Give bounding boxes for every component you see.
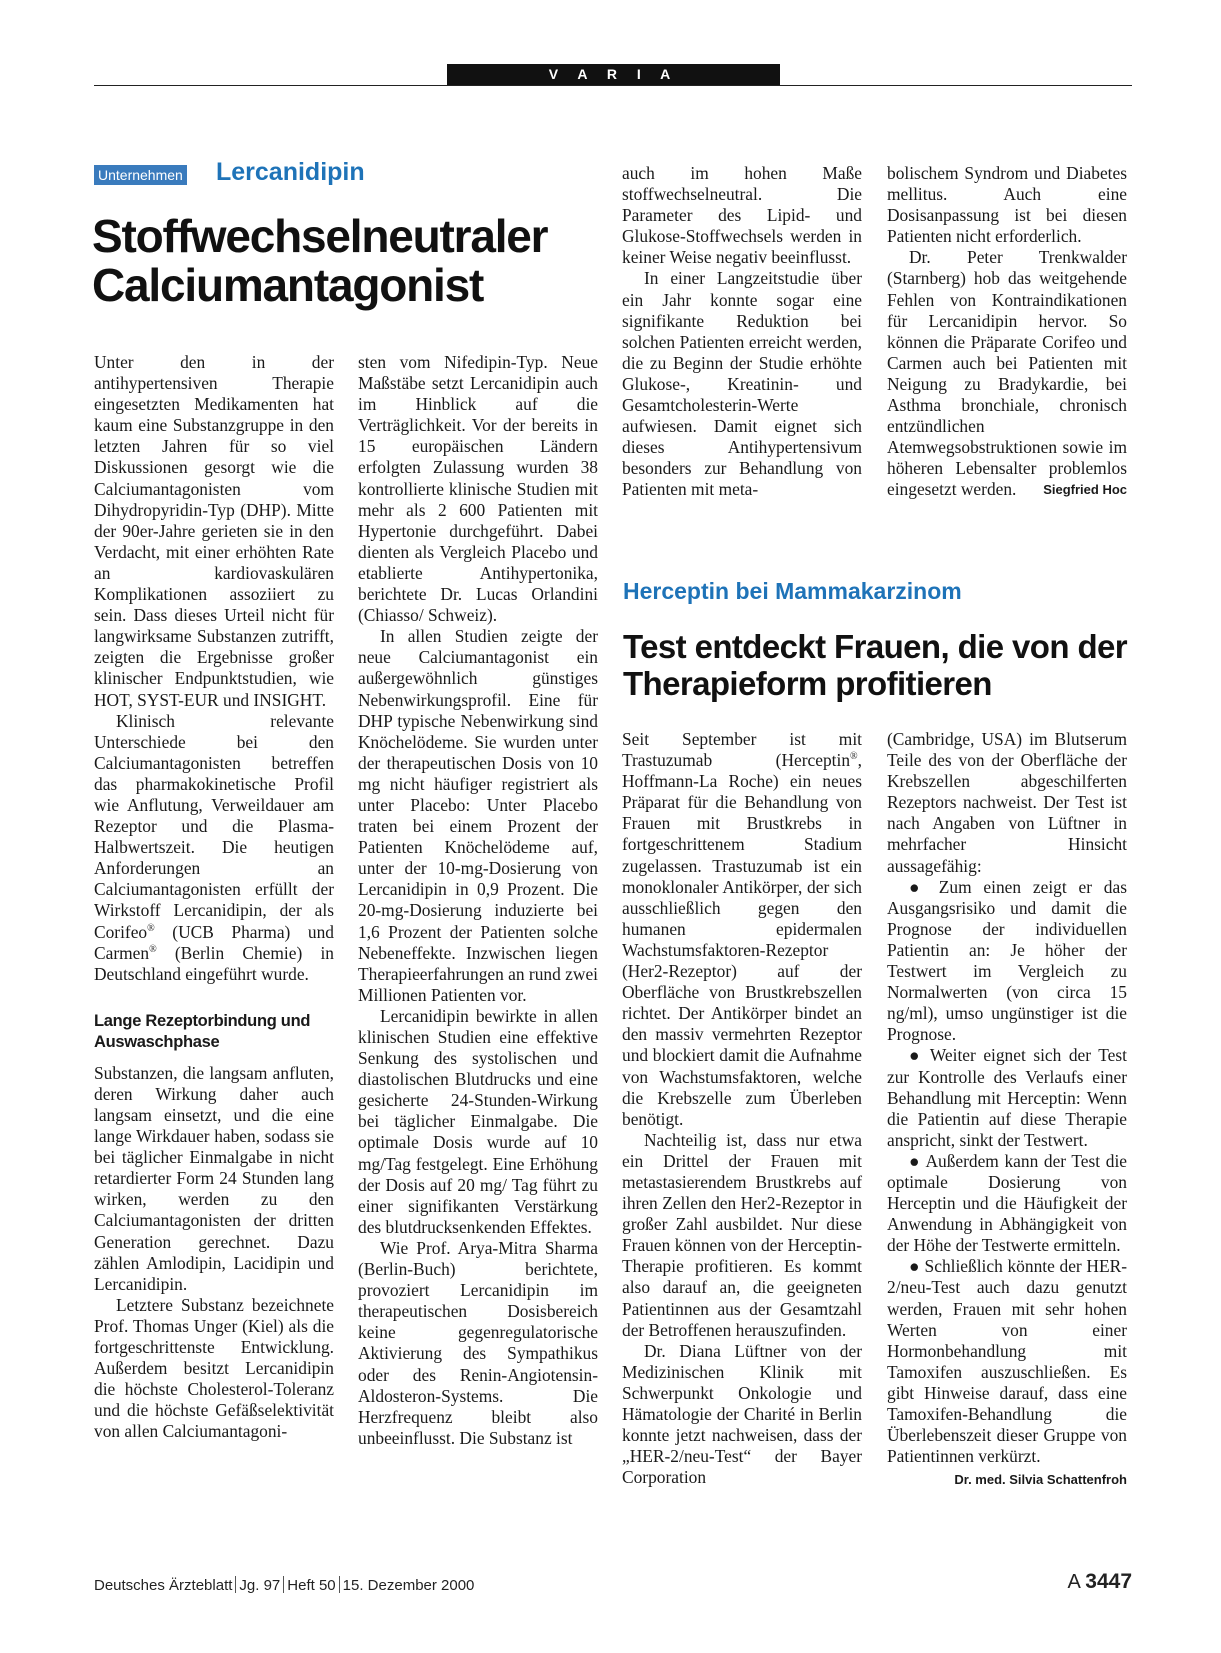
paragraph: Lercanidipin bewirkte in allen klinischen Studien eine effektive Senkung des systolischen und diastolischen Blutdrucks und eine gesicherte 24-Stunden-Wirkung bei täglicher Einmalgabe. Die optimale Dosis wurde auf 10 mg/Tag festgelegt. Eine Erhöhung der Dosis auf 20 mg/ Tag führt zu einer signifikanten Verstärkung des blutdrucksenkenden Effektes.: [358, 1005, 598, 1237]
article1-column-1: [94, 352, 334, 1443]
paragraph: In einer Langzeitstudie über ein Jahr konnte sogar eine signifikante Reduktion bei solchen Patienten erreicht werden, die zu Beginn der Studie erhöhte Glukose-, Kreatinin- und Gesamtcholesterin-Werte aufwiesen. Damit eignet sich dieses Antihypertensivum besonders zur Behandlung von Patienten mit meta-: [622, 268, 862, 500]
issue: Heft 50: [287, 1577, 336, 1594]
subheading: Lange Rezeptorbindung und Auswaschphase: [94, 1011, 311, 1051]
page-number-value: 3447: [1085, 1570, 1132, 1593]
registered-mark: ®: [149, 943, 157, 955]
page-number: [1067, 1570, 1132, 1594]
article1-headline: [92, 212, 547, 310]
header-rule: [94, 85, 1132, 86]
registered-mark: ®: [850, 751, 858, 763]
separator: [339, 1576, 340, 1593]
headline-line: Test entdeckt Frauen, die von der: [623, 628, 1128, 665]
registered-mark: ®: [147, 922, 155, 934]
paragraph: Dr. Peter Trenkwalder (Starnberg) hob das weitgehende Fehlen von Kontraindikationen für Lercanidipin hervor. So können die Präparate Corifeo und Carmen auch bei Patienten mit Neigung zu Bradykardie, bei Asthma bronchiale, chronisch entzündlichen Atemwegsobstruktionen sowie im höheren Lebensalter problemlos eingesetzt werden. Siegfried Hoc: [887, 247, 1127, 500]
paragraph: Substanzen, die langsam anfluten, deren Wirkung daher auch langsam einsetzt, und die eine lange Wirkdauer haben, sodass sie bei täglicher Einmalgabe in nicht retardierter Form 24 Stunden lang wirken, werden zu den Calciumantagonisten der dritten Generation gerechnet. Dazu zählen Amlodipin, Lacidipin und Lercanidipin.: [94, 1062, 334, 1294]
page-prefix: A: [1067, 1571, 1081, 1593]
paragraph: Wie Prof. Arya-Mitra Sharma (Berlin-Buch) berichtete, provoziert Lercanidipin im therapeutischen Dosisbereich keine gegenregulatorische Aktivierung des Sympathikus oder des Renin-Angiotensin-Aldosteron-Systems. Die Herzfrequenz bleibt also unbeeinflusst. Die Substanz ist: [358, 1237, 598, 1448]
article2-author: Dr. med. Silvia Schattenfroh: [954, 1472, 1127, 1488]
section-banner: V A R I A: [447, 64, 780, 85]
headline-line: Stoffwechselneutraler: [92, 210, 548, 262]
article1-kicker: Lercanidipin: [216, 158, 365, 186]
bullet-paragraph: ● Zum einen zeigt er das Ausgangsrisiko und damit die Prognose der individuellen Patientin an: Je höher der Testwert im Vergleich zu Normalwerten (von circa 15 ng/ml), umso ungünstiger ist die Prognose.: [887, 876, 1127, 1045]
article1-column-3: [622, 163, 862, 501]
separator: [235, 1576, 236, 1593]
article2-headline: [623, 628, 1127, 702]
article1-column-4: [887, 163, 1127, 501]
separator: [283, 1576, 284, 1593]
bullet-paragraph: ● Außerdem kann der Test die optimale Dosierung von Herceptin und die Häufigkeit der Anwendung in Abhängigkeit von der Höhe der Testwerte ermitteln.: [887, 1150, 1127, 1256]
article1-author: Siegfried Hoc: [1043, 482, 1127, 498]
paragraph: Nachteilig ist, dass nur etwa ein Drittel der Frauen mit metastasierendem Brustkrebs auf ihren Zellen den Her2-Rezeptor in großer Zahl ausbildet. Nur diese Frauen können von der Herceptin-Therapie profitieren. Es kommt also darauf an, die geeigneten Patientinnen aus der Gesamtzahl der Betroffenen herauszufinden.: [622, 1129, 862, 1340]
footer-citation: [94, 1576, 474, 1594]
paragraph: bolischem Syndrom und Diabetes mellitus. Auch eine Dosisanpassung ist bei diesen Patienten nicht erforderlich.: [887, 163, 1127, 247]
bullet-paragraph: ● Schließlich könnte der HER-2/neu-Test auch dazu genutzt werden, Frauen mit sehr hohen Werten von einer Hormonbehandlung mit Tamoxifen auszuschließen. Es gibt Hinweise darauf, dass eine Tamoxifen-Behandlung die Überlebenszeit dieser Gruppe von Patientinnen verkürzt.: [887, 1256, 1127, 1467]
article2-column-2: [887, 729, 1127, 1490]
paragraph: Dr. Diana Lüftner von der Medizinischen Klinik mit Schwerpunkt Onkologie und Hämatologie der Charité in Berlin konnte jetzt nachweisen, dass der „HER-2/neu-Test“ der Bayer Corporation: [622, 1340, 862, 1488]
category-tag: Unternehmen: [94, 165, 187, 185]
volume: Jg. 97: [239, 1577, 281, 1594]
paragraph: auch im hohen Maße stoffwechselneutral. Die Parameter des Lipid- und Glukose-Stoffwechsels werden in keiner Weise negativ beeinflusst.: [622, 163, 862, 268]
article2-column-1: [622, 729, 862, 1488]
bullet-paragraph: ● Weiter eignet sich der Test zur Kontrolle des Verlaufs einer Behandlung mit Herceptin: Wenn die Patientin auf diese Therapie anspricht, sinkt der Testwert.: [887, 1045, 1127, 1150]
paragraph: Unter den in der antihypertensiven Therapie eingesetzten Medikamenten hat kaum eine Substanzgruppe in den letzten Jahren für so viel Diskussionen gesorgt wie die Calciumantagonisten vom Dihydropyridin-Typ (DHP). Mitte der 90er-Jahre gerieten sie in den Verdacht, mit einer erhöhten Rate an kardiovaskulären Komplikationen assoziiert zu sein. Dass dieses Urteil nicht für langwirksame Substanzen zutrifft, zeigten die Ergebnisse großer klinischer Endpunktstudien, wie HOT, SYST-EUR und INSIGHT.: [94, 352, 334, 710]
headline-line: Therapieform profitieren: [623, 665, 992, 702]
paragraph: Klinisch relevante Unterschiede bei den Calciumantagonisten betreffen das pharmakokinetische Profil wie Anflutung, Verweildauer am Rezeptor und die Plasma-Halbwertszeit. Die heutigen Anforderungen an Calciumantagonisten erfüllt der Wirkstoff Lercanidipin, der als Corifeo® (UCB Pharma) und Carmen® (Berlin Chemie) in Deutschland eingeführt wurde.: [94, 710, 334, 984]
headline-line: Calciumantagonist: [92, 259, 484, 311]
paragraph: (Cambridge, USA) im Blutserum Teile des von der Oberfläche der Krebszellen abgeschilferten Rezeptors nachweist. Der Test ist nach Angaben von Lüftner in mehrfacher Hinsicht aussagefähig:: [887, 729, 1127, 876]
paragraph: Seit September ist mit Trastuzumab (Herceptin®, Hoffmann-La Roche) ein neues Präparat für die Behandlung von Frauen mit Brustkrebs in fortgeschrittenem Stadium zugelassen. Trastuzumab ist ein monoklonaler Antikörper, der sich ausschließlich gegen den humanen epidermalen Wachstumsfaktoren-Rezeptor (Her2-Rezeptor) auf der Oberfläche von Brustkrebszellen richtet. Der Antikörper bindet an den massiv vermehrten Rezeptor und blockiert damit die Aufnahme von Wachstumsfaktoren, welche die Krebszelle zum Überleben benötigt.: [622, 729, 862, 1129]
journal-name: Deutsches Ärzteblatt: [94, 1577, 233, 1594]
issue-date: 15. Dezember 2000: [342, 1577, 475, 1594]
paragraph: Letztere Substanz bezeichnete Prof. Thomas Unger (Kiel) als die fortgeschrittenste Entwicklung. Außerdem besitzt Lercanidipin die höchste Cholesterol-Toleranz und die höchste Gefäßselektivität von allen Calciumantagoni-: [94, 1294, 334, 1442]
article2-kicker: Herceptin bei Mammakarzinom: [623, 578, 962, 604]
paragraph: In allen Studien zeigte der neue Calciumantagonist ein außergewöhnlich günstiges Nebenwirkungsprofil. Eine für DHP typische Nebenwirkung sind Knöchelödeme. Sie wurden unter der therapeutischen Dosis von 10 mg nicht häufiger registriert als unter Placebo: Unter Placebo traten bei einem Prozent der Patienten Knöchelödeme auf, unter der 10-mg-Dosierung von Lercanidipin in 0,9 Prozent. Die 20-mg-Dosierung induzierte bei 1,6 Prozent der Patienten solche Nebeneffekte. Inzwischen liegen Therapieerfahrungen an rund zwei Millionen Patienten vor.: [358, 626, 598, 1005]
article1-column-2: [358, 352, 598, 1449]
paragraph: sten vom Nifedipin-Typ. Neue Maßstäbe setzt Lercanidipin auch im Hinblick auf die Verträglichkeit. Vor der bereits in 15 europäischen Ländern erfolgten Zulassung wurden 38 kontrollierte klinische Studien mit mehr als 2 600 Patienten mit Hypertonie durchgeführt. Dabei dienten als Vergleich Placebo und etablierte Antihypertonika, berichtete Dr. Lucas Orlandini (Chiasso/ Schweiz).: [358, 352, 598, 626]
